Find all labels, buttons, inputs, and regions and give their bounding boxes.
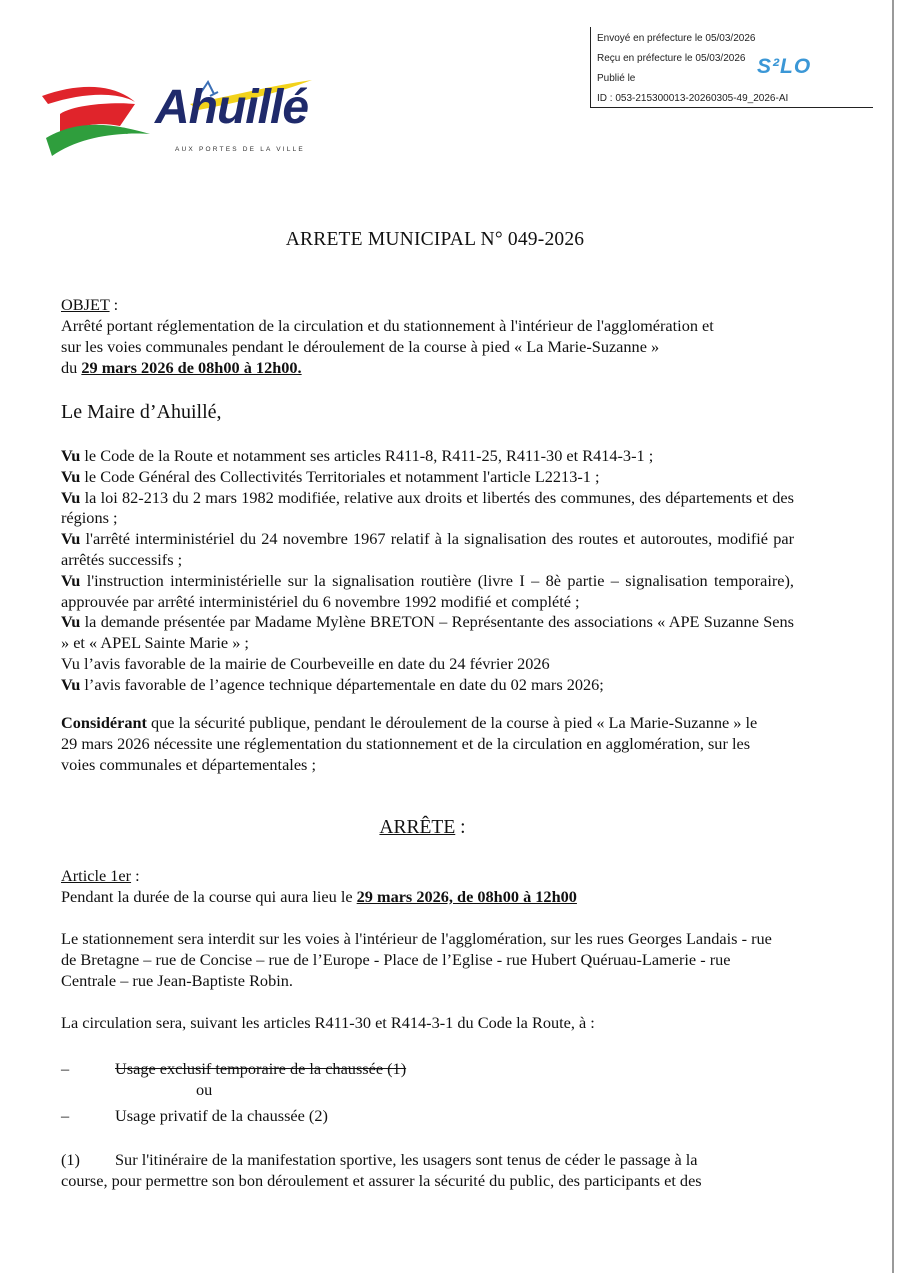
vu-item: Vu l'instruction interministérielle sur la signalisation routière (livre I – 8è partie – signalisation temporaire), approuvée par arrêté interministériel du 6 novembre 1992 modifié et complété ; xyxy=(61,570,794,611)
vu-item: Vu l'arrêté interministériel du 24 novembre 1967 relatif à la signalisation des routes et autoroutes, modifié par arrêtés successifs ; xyxy=(61,529,794,569)
option-or: ou xyxy=(196,1080,213,1099)
stamp-signature: S²LO xyxy=(757,55,812,78)
page-title: ARRETE MUNICIPAL N° 049-2026 xyxy=(285,229,585,250)
stamp-received: Reçu en préfecture le 05/03/2026 xyxy=(597,53,746,64)
vu-item: Vu le Code Général des Collectivités Territoriales et notamment l'article L2213-1 ; xyxy=(61,466,600,486)
vu-item: Vu l’avis favorable de l’agence technique départementale en date du 02 mars 2026; xyxy=(61,674,604,694)
note-1-line-1: Sur l'itinéraire de la manifestation sportive, les usagers sont tenus de céder le passage à la xyxy=(115,1150,698,1169)
option-1: – Usage exclusif temporaire de la chaussée (1) xyxy=(61,1059,407,1078)
objet-line-1: Arrêté portant réglementation de la circulation et du stationnement à l'intérieur de l'agglomération et xyxy=(61,316,714,335)
vu-item: Vu la loi 82-213 du 2 mars 1982 modifiée, relative aux droits et libertés des communes, des départements et des régions ; xyxy=(61,487,794,528)
article1-intro: Pendant la durée de la course qui aura lieu le 29 mars 2026, de 08h00 à 12h00 xyxy=(61,887,577,906)
note-1-num: (1) xyxy=(61,1150,80,1169)
article1-label: Article 1er : xyxy=(61,866,140,885)
logo-town-name: Ahuillé xyxy=(155,81,309,134)
note-1-line-2: course, pour permettre son bon déroulement et assurer la sécurité du public, des participants et des xyxy=(61,1171,702,1190)
objet-line-2: sur les voies communales pendant le déroulement de la course à pied « La Marie-Suzanne » xyxy=(61,337,660,356)
arrete-heading: ARRÊTE : xyxy=(379,817,466,838)
considerant-paragraph: Considérant que la sécurité publique, pendant le déroulement de la course à pied « La Marie-Suzanne » le 29 mars 2026 nécessite une réglementation du stationnement et de la circulation en agglomération, sur les voies communales et départementales ; xyxy=(61,713,758,774)
vu-item-plain: Vu l’avis favorable de la mairie de Courbeveille en date du 24 février 2026 xyxy=(61,653,550,673)
objet-label: OBJET : xyxy=(61,295,119,314)
stamp-sent: Envoyé en préfecture le 05/03/2026 xyxy=(597,33,756,44)
vu-list xyxy=(61,446,794,696)
maire-heading: Le Maire d’Ahuillé, xyxy=(61,401,222,423)
option-2: – Usage privatif de la chaussée (2) xyxy=(61,1106,328,1125)
stamp-id: ID : 053-215300013-20260305-49_2026-AI xyxy=(597,93,789,104)
stamp-published: Publié le xyxy=(597,73,636,84)
vu-item: Vu la demande présentée par Madame Mylène BRETON – Représentante des associations « APE Suzanne Sens » et « APEL Sainte Marie » ; xyxy=(61,612,794,653)
article1-stationnement: Le stationnement sera interdit sur les voies à l'intérieur de l'agglomération, sur les rues Georges Landais - rue de Bretagne – rue de Concise – rue de l’Europe - Place de l’Eglise - rue Hubert Quéruau-Lamerie - rue Centrale – rue Jean-Baptiste Robin. xyxy=(61,929,772,990)
vu-item: Vu le Code de la Route et notamment ses articles R411-8, R411-25, R411-30 et R414-3-1 ; xyxy=(61,446,654,465)
article1-circulation: La circulation sera, suivant les articles R411-30 et R414-3-1 du Code la Route, à : xyxy=(61,1013,595,1032)
logo-tagline: AUX PORTES DE LA VILLE xyxy=(175,146,305,153)
town-logo xyxy=(40,74,320,164)
prefecture-stamp xyxy=(590,27,873,108)
objet-date: du 29 mars 2026 de 08h00 à 12h00. xyxy=(61,358,302,377)
scan-edge-line xyxy=(892,0,894,1273)
